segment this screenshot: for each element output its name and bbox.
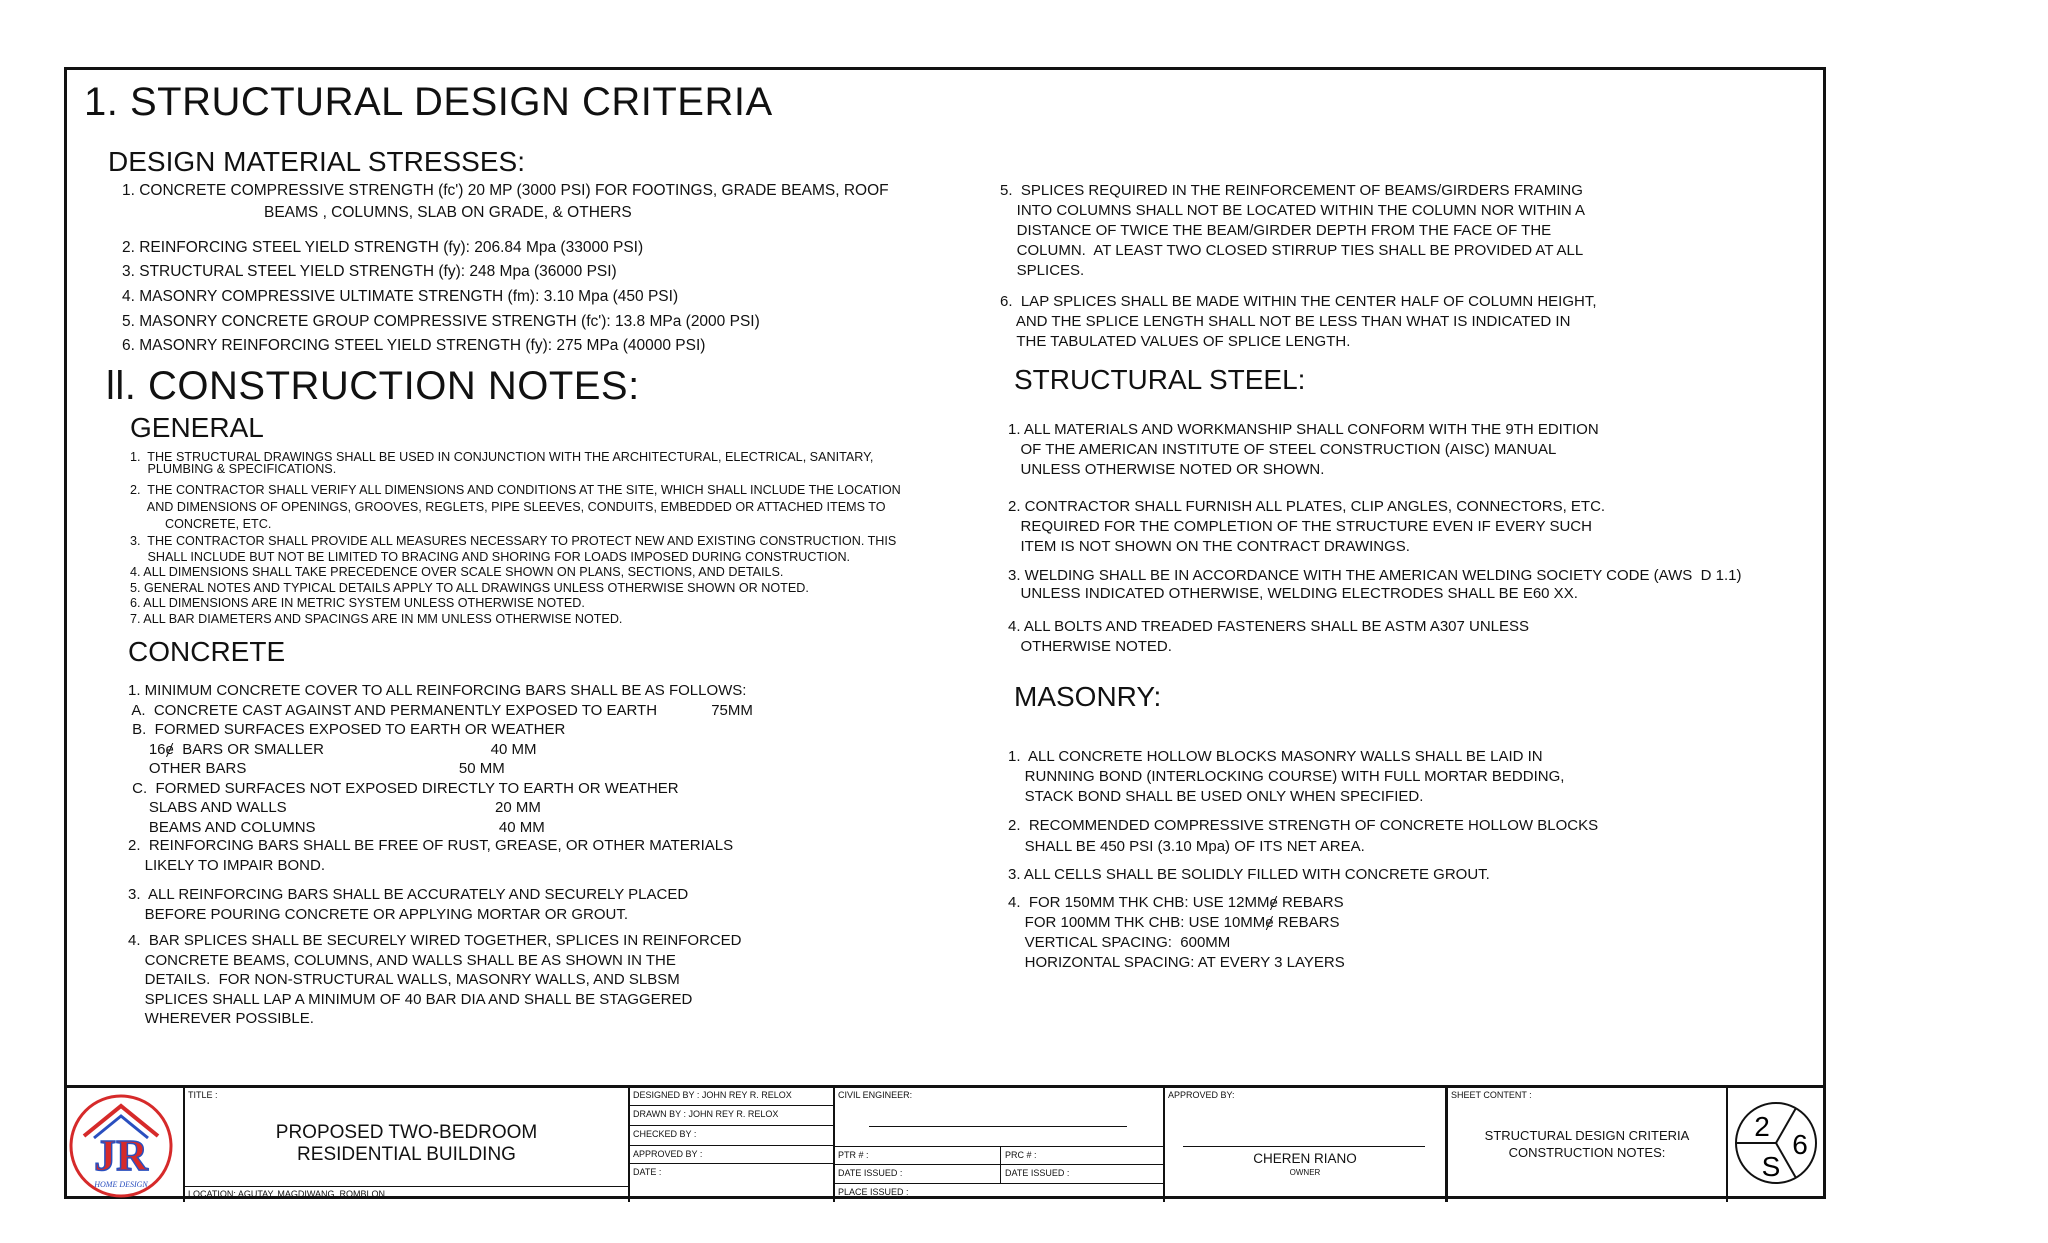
designed-by: DESIGNED BY : JOHN REY R. RELOX	[633, 1090, 792, 1100]
general-heading: GENERAL	[130, 412, 264, 443]
approved-cell	[1163, 1088, 1445, 1202]
civil-engineer-cell	[833, 1088, 1163, 1202]
civil-engineer-label: CIVIL ENGINEER:	[838, 1090, 913, 1100]
material-item-1: 1. CONCRETE COMPRESSIVE STRENGTH (fc') 20 MP (3000 PSI) FOR FOOTINGS, GRADE BEAMS, ROOF	[122, 182, 889, 199]
sheet-prefix: S	[1761, 1151, 1781, 1182]
main-title: 1. STRUCTURAL DESIGN CRITERIA	[84, 80, 773, 124]
masonry-item-1: 1. ALL CONCRETE HOLLOW BLOCKS MASONRY WALLS SHALL BE LAID IN RUNNING BOND (INTERLOCKING COURSE) WITH FULL MORTAR BEDDING, STACK BOND SHALL BE USED ONLY WHEN SPECIFIED.	[1008, 748, 1565, 805]
sheet-content-label: SHEET CONTENT :	[1451, 1090, 1532, 1100]
sheet-number: 2	[1754, 1111, 1770, 1142]
sheet-content-text: STRUCTURAL DESIGN CRITERIA CONSTRUCTION NOTES:	[1484, 1128, 1690, 1160]
owner-label: OWNER	[1289, 1168, 1321, 1177]
logo-subtext: HOME DESIGN	[94, 1180, 148, 1189]
concrete-item-2: 2. REINFORCING BARS SHALL BE FREE OF RUST, GREASE, OR OTHER MATERIALS LIKELY TO IMPAIR BOND.	[128, 837, 734, 874]
material-item-6: 6. MASONRY REINFORCING STEEL YIELD STRENGTH (fy): 275 MPa (40000 PSI)	[122, 337, 706, 354]
material-item-3: 3. STRUCTURAL STEEL YIELD STRENGTH (fy): 248 Mpa (36000 PSI)	[122, 263, 617, 280]
splice-item-6: 6. LAP SPLICES SHALL BE MADE WITHIN THE CENTER HALF OF COLUMN HEIGHT, AND THE SPLICE LENGTH SHALL NOT BE LESS THAN WHAT IS INDICATED IN THE TABULATED VALUES OF SPLICE LENGTH.	[1000, 293, 1597, 350]
jr-home-design-logo-icon	[64, 1088, 183, 1202]
location-text: LOCATION: AGUTAY, MAGDIWANG, ROMBLON	[188, 1189, 386, 1199]
material-item-4: 4. MASONRY COMPRESSIVE ULTIMATE STRENGTH (fm): 3.10 Mpa (450 PSI)	[122, 288, 679, 305]
steel-item-2: 2. CONTRACTOR SHALL FURNISH ALL PLATES, CLIP ANGLES, CONNECTORS, ETC. REQUIRED FOR THE COMPLETION OF THE STRUCTURE EVEN IF EVERY SUCH ITEM IS NOT SHOWN ON THE CONTRACT DRAWINGS.	[1008, 498, 1606, 555]
project-title: PROPOSED TWO-BEDROOM RESIDENTIAL BUILDING	[275, 1122, 538, 1165]
place-issued: PLACE ISSUED :	[838, 1187, 909, 1197]
general-item-1: 1. THE STRUCTURAL DRAWINGS SHALL BE USED IN CONJUNCTION WITH THE ARCHITECTURAL, ELECTRICAL, SANITARY, PLUMBING & SPECIFICATIONS.	[130, 450, 874, 476]
date-issued-2: DATE ISSUED :	[1005, 1168, 1070, 1178]
masonry-heading: MASONRY:	[1014, 681, 1162, 712]
prc-label: PRC # :	[1005, 1150, 1037, 1160]
title-block	[64, 1085, 1826, 1202]
steel-item-4: 4. ALL BOLTS AND TREADED FASTENERS SHALL BE ASTM A307 UNLESS OTHERWISE NOTED.	[1008, 618, 1530, 655]
masonry-item-4: 4. FOR 150MM THK CHB: USE 12MMɇ REBARS FOR 100MM THK CHB: USE 10MMɇ REBARS VERTICAL SPACING: 600MM HORIZONTAL SPACING: AT EVERY 3 LAYERS	[1008, 894, 1345, 971]
checked-by: CHECKED BY :	[633, 1129, 697, 1139]
masonry-item-3: 3. ALL CELLS SHALL BE SOLIDLY FILLED WITH CONCRETE GROUT.	[1008, 866, 1490, 883]
approved-by-label: APPROVED BY:	[1168, 1090, 1235, 1100]
concrete-item-4: 4. BAR SPLICES SHALL BE SECURELY WIRED TOGETHER, SPLICES IN REINFORCED CONCRETE BEAMS, COLUMNS, AND WALLS SHALL BE AS SHOWN IN THE DETAILS. FOR NON-STRUCTURAL WALLS, MASONRY WALLS, AND SLBSM SPLICES SHALL LAP A MINIMUM OF 40 BAR DIA AND SHALL BE STAGGERED WHEREVER POSSIBLE.	[128, 932, 742, 1027]
general-item-3: 3. THE CONTRACTOR SHALL PROVIDE ALL MEASURES NECESSARY TO PROTECT NEW AND EXISTING CONSTRUCTION. THIS SHALL INCLUDE BUT NOT BE LIMITED TO BRACING AND SHORING FOR LOADS IMPOSED DURING CONSTRUCTION.	[130, 534, 897, 564]
date-issued-1: DATE ISSUED :	[838, 1168, 903, 1178]
general-item-5: 5. GENERAL NOTES AND TYPICAL DETAILS APPLY TO ALL DRAWINGS UNLESS OTHERWISE SHOWN OR NOTED.	[130, 581, 809, 595]
structural-steel-heading: STRUCTURAL STEEL:	[1014, 364, 1306, 395]
date-label: DATE :	[633, 1167, 662, 1177]
drawn-by: DRAWN BY : JOHN REY R. RELOX	[633, 1109, 779, 1119]
logo-cell	[64, 1088, 183, 1202]
designer-cell	[628, 1088, 833, 1202]
ptr-label: PTR # :	[838, 1150, 869, 1160]
concrete-item-3: 3. ALL REINFORCING BARS SHALL BE ACCURATELY AND SECURELY PLACED BEFORE POURING CONCRETE OR APPLYING MORTAR OR GROUT.	[128, 886, 689, 923]
material-item-1-cont: BEAMS , COLUMNS, SLAB ON GRADE, & OTHERS	[264, 204, 632, 221]
concrete-item-1: 1. MINIMUM CONCRETE COVER TO ALL REINFORCING BARS SHALL BE AS FOLLOWS: A. CONCRETE CAST AGAINST AND PERMANENTLY EXPOSED TO EARTH 75MM B. FORMED SURFACES EXPOSED TO EARTH OR WEATHER 16ɇ BARS OR SMALLER 40 MM OTHER BARS 50 MM C. FORMED SURFACES NOT EXPOSED DIRECTLY TO EARTH OR WEATHER SLABS AND WALLS 20 MM BEAMS AND COLUMNS 40 MM	[128, 682, 753, 836]
sheet-content-cell	[1445, 1088, 1726, 1202]
construction-notes-heading: ll. CONSTRUCTION NOTES:	[106, 364, 640, 408]
general-item-4: 4. ALL DIMENSIONS SHALL TAKE PRECEDENCE OVER SCALE SHOWN ON PLANS, SECTIONS, AND DETAILS.	[130, 565, 784, 579]
material-item-2: 2. REINFORCING STEEL YIELD STRENGTH (fy): 206.84 Mpa (33000 PSI)	[122, 239, 644, 256]
steel-item-3: 3. WELDING SHALL BE IN ACCORDANCE WITH THE AMERICAN WELDING SOCIETY CODE (AWS D 1.1) UNLESS INDICATED OTHERWISE, WELDING ELECTRODES SHALL BE E60 XX.	[1008, 567, 1742, 602]
owner-name: CHEREN RIANO	[1253, 1151, 1357, 1166]
sheet-number-badge	[1728, 1088, 1823, 1200]
material-item-5: 5. MASONRY CONCRETE GROUP COMPRESSIVE STRENGTH (fc'): 13.8 MPa (2000 PSI)	[122, 313, 760, 330]
sheet-total: 6	[1792, 1129, 1808, 1160]
title-cell	[183, 1088, 628, 1202]
general-item-7: 7. ALL BAR DIAMETERS AND SPACINGS ARE IN MM UNLESS OTHERWISE NOTED.	[130, 612, 623, 626]
general-item-6: 6. ALL DIMENSIONS ARE IN METRIC SYSTEM UNLESS OTHERWISE NOTED.	[130, 596, 585, 610]
sheet-number-cell	[1726, 1088, 1823, 1202]
masonry-item-2: 2. RECOMMENDED COMPRESSIVE STRENGTH OF CONCRETE HOLLOW BLOCKS SHALL BE 450 PSI (3.10 Mpa) OF ITS NET AREA.	[1008, 817, 1599, 855]
steel-item-1: 1. ALL MATERIALS AND WORKMANSHIP SHALL CONFORM WITH THE 9TH EDITION OF THE AMERICAN INSTITUTE OF STEEL CONSTRUCTION (AISC) MANUAL UNLESS OTHERWISE NOTED OR SHOWN.	[1008, 421, 1599, 478]
design-material-heading: DESIGN MATERIAL STRESSES:	[108, 146, 525, 177]
concrete-heading: CONCRETE	[128, 636, 286, 667]
logo-text: JR	[94, 1131, 148, 1180]
title-label: TITLE :	[188, 1090, 218, 1100]
general-item-2: 2. THE CONTRACTOR SHALL VERIFY ALL DIMENSIONS AND CONDITIONS AT THE SITE, WHICH SHALL INCLUDE THE LOCATION AND DIMENSIONS OF OPENINGS, GROOVES, REGLETS, PIPE SLEEVES, CONDUITS, EMBEDDED OR ATTACHED ITEMS TO CONCRETE, ETC.	[130, 483, 901, 531]
splice-item-5: 5. SPLICES REQUIRED IN THE REINFORCEMENT OF BEAMS/GIRDERS FRAMING INTO COLUMNS SHALL NOT BE LOCATED WITHIN THE COLUMN NOR WITHIN A DISTANCE OF TWICE THE BEAM/GIRDER DEPTH FROM THE FACE OF THE COLUMN. AT LEAST TWO CLOSED STIRRUP TIES SHALL BE PROVIDED AT ALL SPLICES.	[1000, 182, 1586, 279]
approved-by-left: APPROVED BY :	[633, 1149, 703, 1159]
